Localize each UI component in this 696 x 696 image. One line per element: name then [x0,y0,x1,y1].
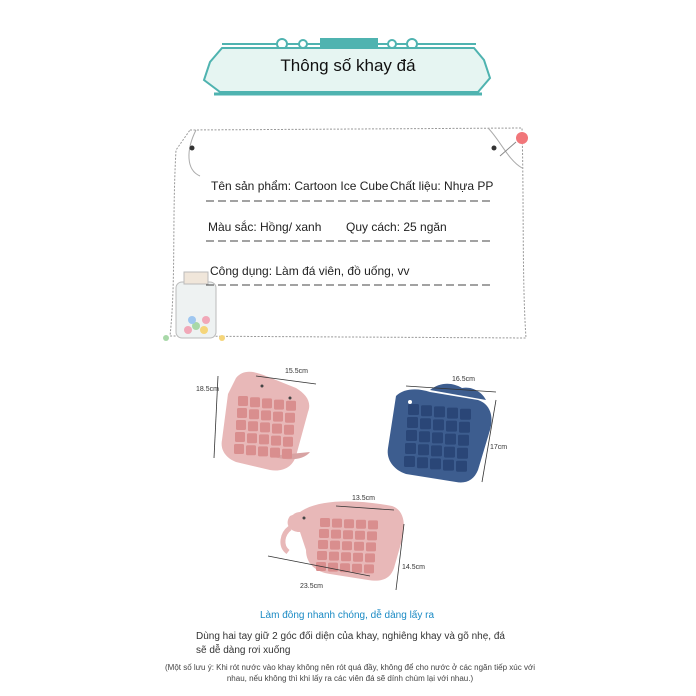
ice-cell [271,436,281,446]
ice-cell [262,398,272,408]
ice-cell [258,446,268,456]
ice-cell [444,447,455,458]
ice-cell [237,408,247,418]
ice-cell [366,542,376,551]
ice-cell [434,406,445,417]
ice-cell [407,417,418,428]
ice-cell [317,551,327,560]
ice-cell [433,419,444,430]
ice-cell [284,425,294,435]
ice-cell [457,448,468,459]
ice-cell [419,431,430,442]
dim-dino-height: 17cm [490,444,508,451]
ice-cell [343,530,353,539]
ice-cell [353,553,363,562]
ice-cell [406,430,417,441]
eye-icon [261,385,264,388]
ice-cell [260,422,270,432]
ice-cell [418,444,429,455]
ice-cell [234,444,244,454]
ice-cell [364,564,374,573]
ice-cell [420,418,431,429]
dim-elephant-inner: 13.5cm [352,495,375,502]
eye-icon [303,517,306,520]
dim-dino-width: 16.5cm [452,376,475,383]
spec-material: Chất liệu: Nhựa PP [390,179,494,193]
ice-cell [408,404,419,415]
spec-color: Màu sắc: Hồng/ xanh [208,220,322,234]
ice-cell [355,531,365,540]
ice-cell [328,563,338,572]
ice-cell [459,422,470,433]
ice-cell [456,461,467,472]
eye-icon [289,397,292,400]
ice-cell [332,519,342,528]
ice-cell [273,412,283,422]
ice-cell [320,518,330,527]
ice-cell [272,424,282,434]
ice-cell [404,456,415,467]
ice-cell [238,396,248,406]
feature-title: Làm đông nhanh chóng, dễ dàng lấy ra [260,610,435,621]
ice-cell [421,405,432,416]
ice-cell [247,433,257,443]
dim-cat-width: 15.5cm [285,368,308,375]
ice-cell [458,435,469,446]
ice-cell [354,542,364,551]
ice-cell [445,434,456,445]
ice-cell [446,421,457,432]
ice-cell [319,529,329,538]
dim-elephant-width: 23.5cm [300,583,323,590]
ice-cell [405,443,416,454]
ice-cell [249,409,259,419]
ice-cell [286,401,296,411]
ice-cell [246,445,256,455]
ice-cell [261,410,271,420]
ice-cell [365,553,375,562]
ice-cell [447,408,458,419]
ice-cell [274,400,284,410]
ice-cell [417,457,428,468]
ice-cell [352,564,362,573]
ice-cell [430,458,441,469]
ice-cell [432,432,443,443]
ice-cell [356,520,366,529]
ice-cell [330,541,340,550]
dim-elephant-height: 14.5cm [402,564,425,571]
spec-product-name: Tên sản phẩm: Cartoon Ice Cube [211,179,389,193]
ice-cell [270,448,280,458]
ice-cell [460,409,471,420]
ice-cell [331,530,341,539]
ice-cell [443,460,454,471]
dim-cat-height: 18.5cm [196,386,219,393]
ice-cell [283,437,293,447]
ice-cell [259,434,269,444]
ice-cell [344,519,354,528]
spec-usage: Công dụng: Làm đá viên, đồ uống, vv [210,264,410,278]
ice-cell [248,421,258,431]
ice-cell [285,413,295,423]
ice-cell [250,397,260,407]
ice-cell [431,445,442,456]
ice-cell [342,541,352,550]
ice-cell [368,520,378,529]
feature-description: Dùng hai tay giữ 2 góc đối diện của khay, nghiêng khay và gõ nhẹ, đá sẽ dễ dàng rơi xuống [196,631,505,656]
ice-cell [329,552,339,561]
eye-icon [408,400,412,404]
ice-cell [367,531,377,540]
ice-cell [282,449,292,459]
ice-cell [235,432,245,442]
page-title: Thông số khay đá [280,56,416,75]
usage-note: (Một số lưu ý: Khi rót nước vào khay không nên rót quá đầy, không để cho nước ở các ngăn tiếp xúc với nhau, nếu không thì khi lấy ra các viên đá sẽ dính chùm lại với nhau.) [165,663,535,683]
ice-cell [318,540,328,549]
ice-cell [341,552,351,561]
spec-size: Quy cách: 25 ngăn [346,220,447,234]
ice-cell [236,420,246,430]
